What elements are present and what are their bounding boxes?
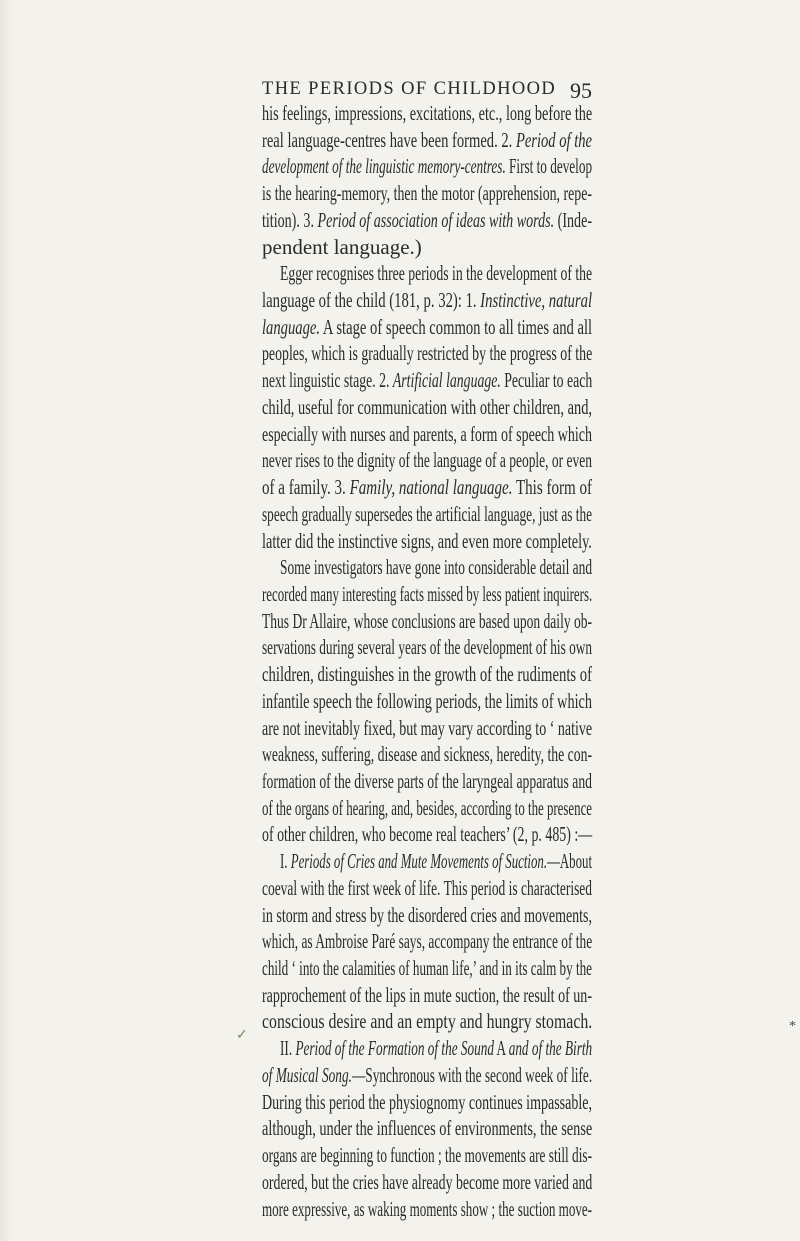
italic-run: Period of the Formation of the Sound (295, 1036, 494, 1061)
text-run: are not inevitably fixed, but may vary according to ‘ native (262, 715, 593, 740)
text-run: speech gradually supersedes the artificial language, just as the (262, 501, 593, 526)
text-run: language of the child (181, p. 32): 1. (262, 288, 481, 313)
text-run: child ‘ into the calamities of human life,’ and in its calm by the (262, 956, 592, 981)
text-line (262, 181, 592, 205)
italic-run: Period of the (515, 127, 593, 152)
text-run: formation of the diverse parts of the laryngeal apparatus and (262, 769, 593, 793)
text-run: tition). 3. (262, 207, 318, 232)
text-run: servations during several years of the development of his own (262, 635, 593, 660)
text-run: —Synchronous with the second week of life. (351, 1062, 593, 1087)
text-line (262, 1197, 592, 1221)
text-line (280, 1036, 592, 1060)
margin-mark: ✓ (236, 1028, 248, 1043)
text-run: especially with nurses and parents, a form of speech which (262, 421, 593, 446)
italic-run: Period of association of ideas with words. (317, 207, 555, 232)
text-line (262, 1170, 592, 1194)
italic-run: development of the linguistic memory-centres. (262, 154, 506, 179)
text-run: in storm and stress by the disordered cries and movements, (262, 902, 592, 927)
text-line (262, 1009, 592, 1033)
text-run: II. (280, 1036, 296, 1061)
text-line (262, 769, 592, 793)
italic-run: Instinctive, natural (480, 288, 593, 313)
text-line (262, 689, 592, 713)
text-run: real language-centres have been formed. 2. (262, 127, 516, 152)
text-run: Thus Dr Allaire, whose conclusions are based upon daily ob- (262, 608, 593, 633)
text-run: recorded many interesting facts missed by less patient inquirers. (262, 581, 593, 606)
text-line (262, 101, 592, 125)
text-line (262, 903, 592, 927)
text-line (280, 261, 592, 285)
text-run: of other children, who become real teachers’ (2, p. 485) :— (262, 822, 593, 847)
text-line (262, 208, 592, 232)
text-run: This form of (512, 475, 592, 500)
text-run: which, as Ambroise Paré says, accompany the entrance of the (262, 929, 593, 954)
text-run: conscious desire and an empty and hungry stomach. (262, 1009, 593, 1034)
text-line (262, 1143, 592, 1167)
text-line (262, 956, 592, 980)
text-line (262, 822, 592, 846)
page-gutter-shadow (0, 0, 14, 1241)
text-run: Peculiar to each (500, 368, 593, 393)
text-run: of the organs of hearing, and, besides, according to the presence (262, 795, 593, 820)
text-line (280, 849, 592, 873)
running-title: THE PERIODS OF CHILDHOOD (262, 79, 557, 99)
text-run: First to develop (505, 154, 593, 179)
text-run: coeval with the first week of life. This period is characterised (262, 875, 593, 900)
text-line (262, 128, 592, 152)
text-line (262, 929, 592, 953)
italic-run: Periods of Cries and Mute Movements of Suction. (290, 849, 548, 874)
text-line (262, 529, 592, 553)
page-number: 95 (570, 78, 592, 103)
text-line (262, 448, 592, 472)
text-line (262, 315, 592, 339)
text-run: latter did the instinctive signs, and even more completely. (262, 528, 592, 553)
text-run: next linguistic stage. 2. (262, 368, 393, 393)
text-line (262, 502, 592, 526)
text-line (262, 716, 592, 740)
text-line (262, 609, 592, 633)
text-run: infantile speech the following periods, the limits of which (262, 688, 592, 713)
text-line (262, 1063, 592, 1087)
text-line (262, 1116, 592, 1140)
text-line (280, 555, 592, 579)
text-line (262, 796, 592, 820)
text-run: A stage of speech common to all times and all (320, 314, 593, 339)
text-line (262, 422, 592, 446)
text-run: I. (280, 849, 291, 874)
text-run: child, useful for communication with other children, and, (262, 394, 593, 419)
text-run: of a family. 3. (262, 475, 350, 500)
text-run: A (493, 1036, 509, 1061)
text-line (262, 983, 592, 1007)
text-run: ordered, but the cries have already become more varied and (262, 1169, 593, 1194)
text-run: peoples, which is gradually restricted by the progress of the (262, 341, 593, 366)
text-run: never rises to the dignity of the language of a people, or even (262, 448, 592, 473)
text-line (262, 395, 592, 419)
italic-run: of Musical Song. (262, 1062, 352, 1087)
text-run: organs are beginning to function ; the movements are still dis- (262, 1143, 593, 1168)
text-line (262, 1090, 592, 1114)
text-run: his feelings, impressions, excitations, etc., long before the (262, 101, 593, 125)
text-run: Egger recognises three periods in the development of the (280, 261, 593, 286)
text-line (262, 368, 592, 392)
text-line (262, 876, 592, 900)
text-run: more expressive, as waking moments show ; the suction move- (262, 1196, 593, 1221)
text-line (262, 635, 592, 659)
text-run: (Inde- (554, 207, 593, 232)
text-line (262, 662, 592, 686)
italic-run: language. (262, 314, 321, 339)
text-run: —About (547, 849, 593, 874)
text-line (262, 154, 592, 178)
text-run: pendent language.) (262, 234, 422, 259)
text-run: is the hearing-memory, then the motor (apprehension, repe- (262, 181, 592, 206)
text-line (262, 582, 592, 606)
margin-asterisk: * (789, 1019, 796, 1034)
text-line (262, 341, 592, 365)
text-line (262, 288, 592, 312)
text-run: although, under the influences of environments, the sense (262, 1116, 593, 1141)
text-run: children, distinguishes in the growth of the rudiments of (262, 662, 593, 687)
italic-run: and of the Birth (508, 1036, 593, 1061)
text-run: During this period the physiognomy continues impassable, (262, 1089, 593, 1114)
text-run: Some investigators have gone into considerable detail and (280, 555, 593, 580)
italic-run: Family, national language. (349, 475, 513, 500)
text-line (262, 742, 592, 766)
italic-run: Artificial language. (392, 368, 501, 393)
text-run: weakness, suffering, disease and sickness, heredity, the con- (262, 742, 593, 767)
text-line (262, 475, 592, 499)
text-line (262, 235, 592, 259)
text-run: rapprochement of the lips in mute suction, the result of un- (262, 982, 592, 1007)
